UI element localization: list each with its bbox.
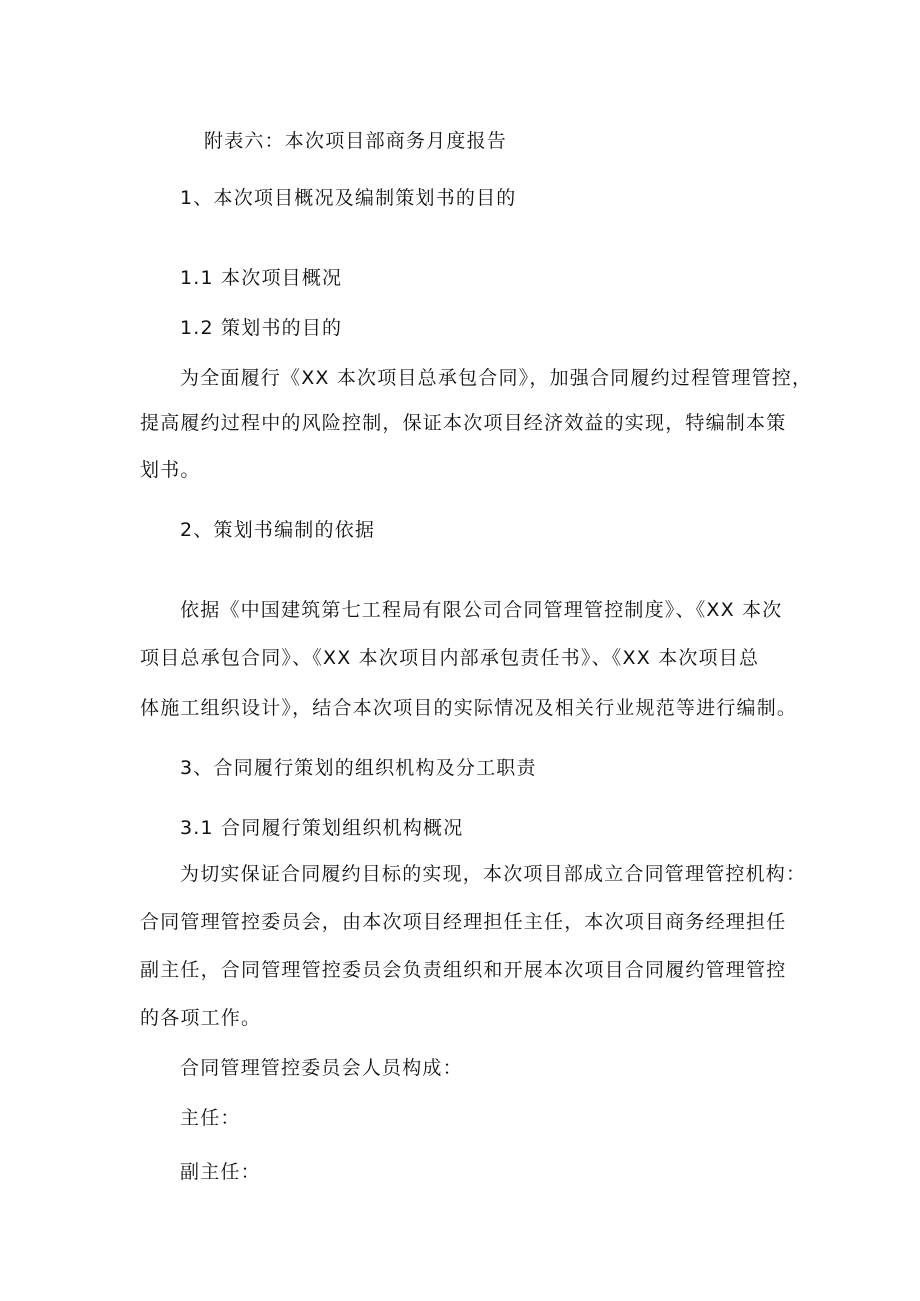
section-3-paragraph-line: 的各项工作。 xyxy=(140,1007,262,1029)
director-label: 主任： xyxy=(180,1107,241,1129)
section-3-paragraph-line: 副主任，合同管理管控委员会负责组织和开展本次项目合同履约管理管控 xyxy=(140,959,787,981)
section-1-paragraph-line: 提高履约过程中的风险控制，保证本次项目经济效益的实现，特编制本策 xyxy=(140,412,787,434)
section-3-paragraph-line: 为切实保证合同履约目标的实现，本次项目部成立合同管理管控机构： xyxy=(180,863,807,885)
section-1-1-heading: 1.1 本次项目概况 xyxy=(180,267,343,289)
section-1-2-heading: 1.2 策划书的目的 xyxy=(180,317,343,339)
section-2-paragraph-line: 依据《中国建筑第七工程局有限公司合同管理管控制度》、《XX 本次 xyxy=(180,599,783,621)
section-1-heading: 1、本次项目概况及编制策划书的目的 xyxy=(180,187,517,209)
section-1-paragraph-line: 为全面履行《XX 本次项目总承包合同》，加强合同履约过程管理管控， xyxy=(180,367,813,389)
section-2-heading: 2、策划书编制的依据 xyxy=(180,519,376,541)
section-2-paragraph-line: 体施工组织设计》，结合本次项目的实际情况及相关行业规范等进行编制。 xyxy=(140,697,798,719)
section-3-1-heading: 3.1 合同履行策划组织机构概况 xyxy=(180,817,464,839)
section-1-paragraph-line: 划书。 xyxy=(140,459,201,481)
section-3-paragraph-line: 合同管理管控委员会，由本次项目经理担任主任，本次项目商务经理担任 xyxy=(140,911,787,933)
document-title: 附表六：本次项目部商务月度报告 xyxy=(204,130,508,152)
section-2-paragraph-line: 项目总承包合同》、《XX 本次项目内部承包责任书》、《XX 本次项目总 xyxy=(140,647,760,669)
deputy-director-label: 副主任： xyxy=(180,1161,261,1183)
committee-members-label: 合同管理管控委员会人员构成： xyxy=(180,1057,463,1079)
section-3-heading: 3、合同履行策划的组织机构及分工职责 xyxy=(180,757,537,779)
